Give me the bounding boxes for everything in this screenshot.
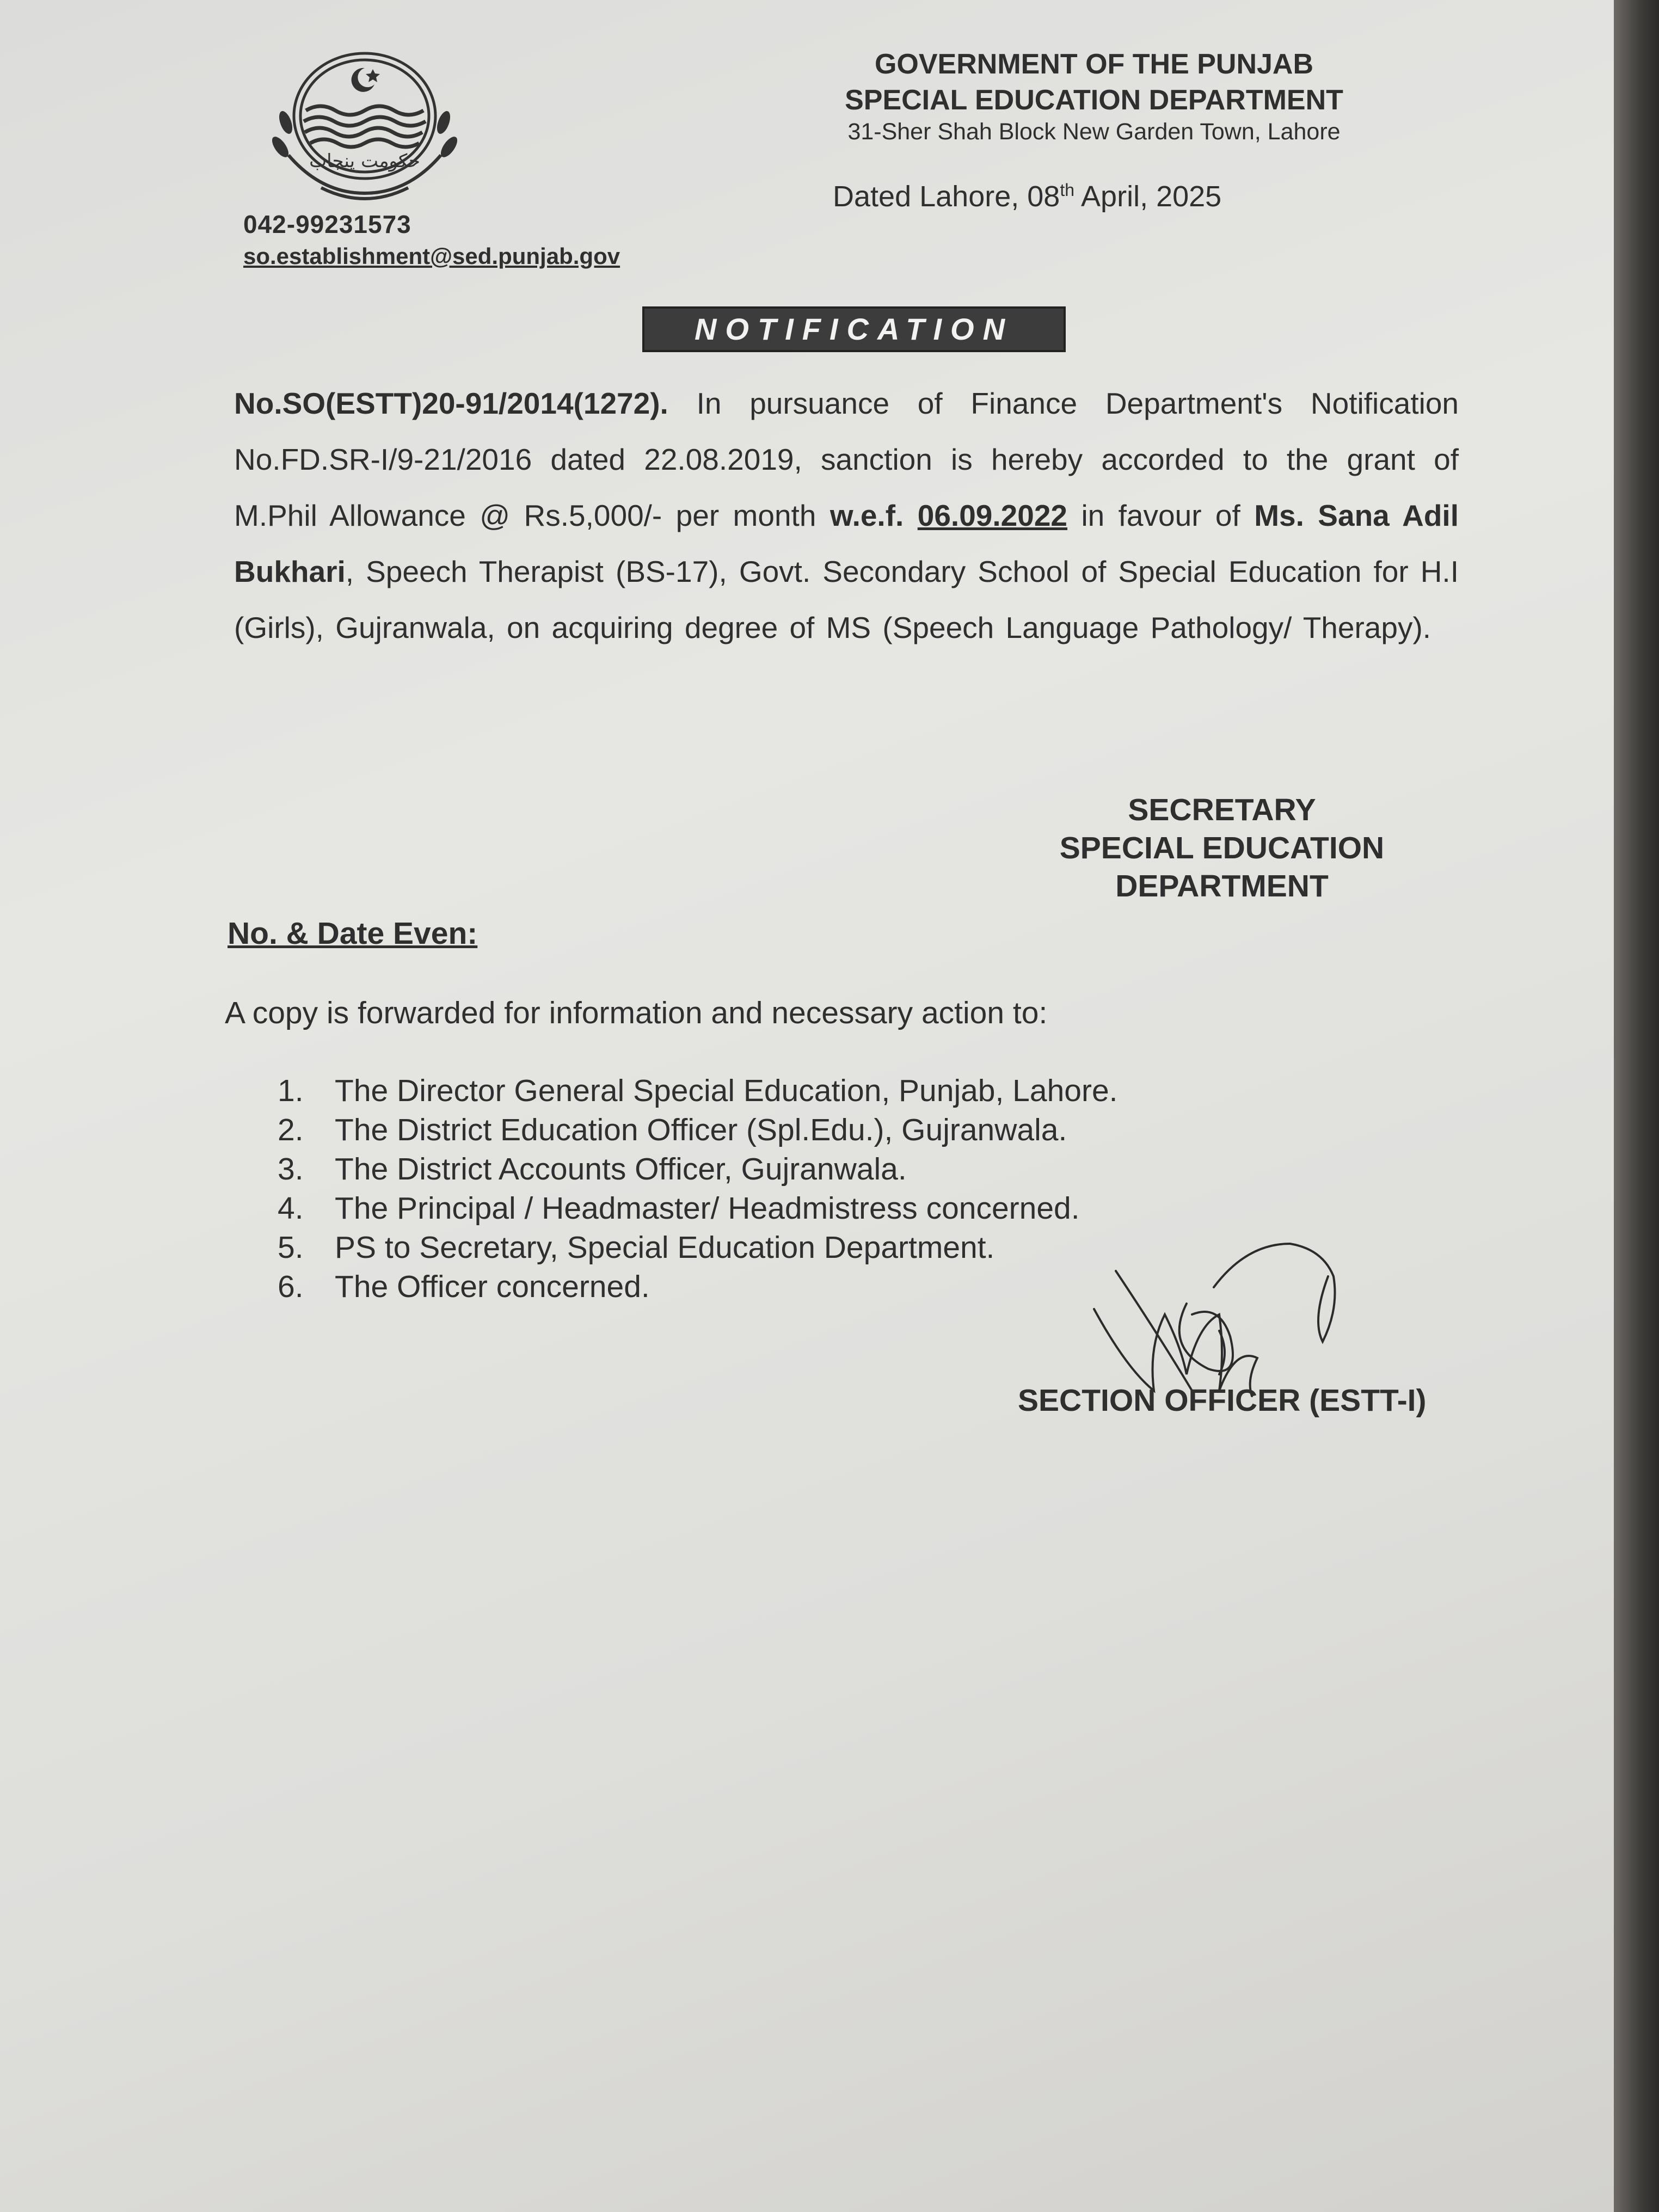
effective-date: 06.09.2022 <box>917 499 1068 532</box>
punjab-emblem-logo <box>256 46 474 210</box>
list-item: 3. The District Accounts Officer, Gujranwala. <box>278 1152 907 1187</box>
list-item: 5. PS to Secretary, Special Education Department. <box>278 1230 995 1265</box>
signatory-line-1: SECRETARY <box>1128 792 1316 827</box>
notification-title: NOTIFICATION <box>642 306 1066 352</box>
recipient-list <box>278 1071 1118 1306</box>
reference-number: No.SO(ESTT)20-91/2014(1272). <box>234 386 668 420</box>
signatory-line-2: SPECIAL EDUCATION <box>1059 831 1385 865</box>
signatory-line-3: DEPARTMENT <box>1115 869 1329 904</box>
list-item: 6. The Officer concerned. <box>278 1269 650 1304</box>
notification-body: No.SO(ESTT)20-91/2014(1272). In pursuance of Finance Department's Notification No.FD.SR-I/9-21/2016 dated 22.08.2019, sanction is hereby accorded to the grant of M.Phil Allowance @ Rs.5,000/- per month w.e.f. 06.09.2022 in favour of Ms. Sana Adil Bukhari, Speech Therapist (BS-17), Govt. Secondary School of Special Education for H.I (Girls), Gujranwala, on acquiring degree of MS (Speech Language Pathology/ Therapy). <box>234 386 1459 644</box>
email-address: so.establishment@sed.punjab.gov <box>243 243 620 269</box>
header-address: 31-Sher Shah Block New Garden Town, Lahore <box>847 119 1341 145</box>
list-item: 2. The District Education Officer (Spl.Edu.), Gujranwala. <box>278 1113 1067 1147</box>
no-date-even-heading: No. & Date Even: <box>228 916 478 951</box>
desk-background <box>1614 0 1659 2212</box>
svg-text:حکومت پنجاب: حکومت پنجاب <box>309 150 420 172</box>
employee-name: Ms. Sana Adil Bukhari <box>234 499 1459 588</box>
header-department: SPECIAL EDUCATION DEPARTMENT <box>845 84 1343 116</box>
phone-number: 042-99231573 <box>243 210 411 238</box>
list-item: 1. The Director General Special Education, Punjab, Lahore. <box>278 1073 1118 1108</box>
section-officer-title: SECTION OFFICER (ESTT-I) <box>1018 1383 1427 1418</box>
dated-line: Dated Lahore, 08th April, 2025 <box>833 180 1222 213</box>
header-government: GOVERNMENT OF THE PUNJAB <box>874 48 1314 80</box>
forward-text: A copy is forwarded for information and necessary action to: <box>225 996 1048 1030</box>
list-item: 4. The Principal / Headmaster/ Headmistress concerned. <box>278 1191 1080 1226</box>
